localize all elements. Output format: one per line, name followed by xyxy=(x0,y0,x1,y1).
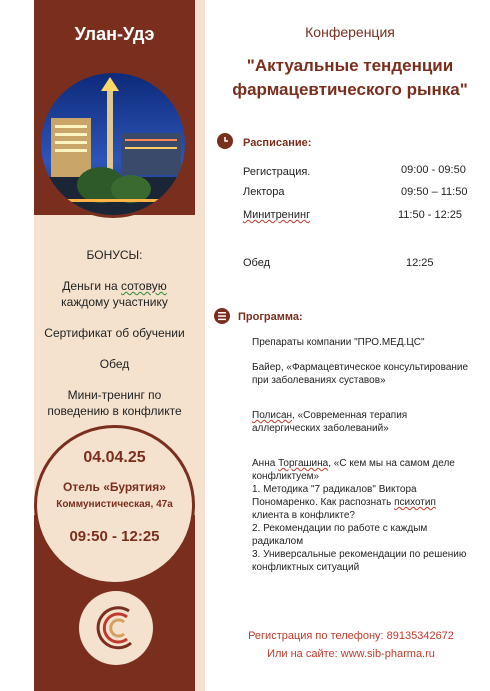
title-line: фармацевтического рынка" xyxy=(232,80,468,99)
schedule-item-name: Обед xyxy=(243,257,271,269)
bonus-block xyxy=(34,248,195,434)
program-item xyxy=(252,336,474,349)
program-text: Препараты компании "ПРО.МЕД.ЦС" xyxy=(252,337,425,348)
event-date: 04.04.25 xyxy=(83,449,146,466)
schedule-item-name: Лектора xyxy=(243,186,285,198)
bonus-text: Сертификат об обучении xyxy=(44,326,185,340)
bonus-text: сотовую xyxy=(121,279,167,293)
bonus-item xyxy=(34,387,195,419)
conference-title xyxy=(210,54,490,102)
list-icon xyxy=(214,308,230,324)
schedule-item-name: Минитренинг xyxy=(243,209,311,221)
program-text: 2. Рекомендации по работе с каждым радикалом xyxy=(252,523,428,547)
program-text: 1. Методика "7 радикалов" Виктора Пономаренко. Как распознать xyxy=(252,484,417,508)
bonus-text: Обед xyxy=(99,357,130,371)
conference-label: Конференция xyxy=(305,24,395,40)
clock-icon xyxy=(217,133,233,149)
schedule-item-time: 09:50 – 11:50 xyxy=(401,186,468,198)
bonus-item xyxy=(34,278,195,310)
bonus-text: поведению в конфликте xyxy=(47,404,182,418)
schedule-item-time: 12:25 xyxy=(406,257,434,269)
event-address: Коммунистическая, 47а xyxy=(56,499,173,510)
program-text: , «Современная терапия аллергических заболеваний» xyxy=(252,410,408,434)
logo-icon xyxy=(91,603,141,653)
schedule-item-name: Регистрация. xyxy=(243,166,311,178)
bonus-item xyxy=(34,356,195,372)
edge-stripe xyxy=(195,0,205,691)
city-title: Улан-Удэ xyxy=(74,24,155,44)
program-text: клиента в конфликте? xyxy=(252,510,355,521)
program-list xyxy=(252,336,474,585)
title-line: "Актуальные тенденции xyxy=(246,56,454,75)
event-details xyxy=(34,425,195,585)
program-text: Анна xyxy=(252,458,279,469)
bonus-text: Деньги на xyxy=(62,279,122,293)
city-photo xyxy=(38,70,188,218)
bonus-item xyxy=(34,325,195,341)
program-text: Полисан xyxy=(252,410,293,421)
company-logo xyxy=(79,591,153,665)
event-hotel: Отель «Бурятия» xyxy=(63,480,166,494)
program-item xyxy=(252,409,474,435)
program-text: Байер, «Фармацевтическое консультирование при заболеваниях суставов» xyxy=(252,362,469,386)
program-text: Торгашина xyxy=(278,458,329,469)
schedule-label: Расписание: xyxy=(243,137,312,149)
bonus-text: Мини-тренинг по xyxy=(67,388,162,402)
program-text: , «С кем мы на самом деле конфликтуем» xyxy=(252,458,455,482)
program-item xyxy=(252,361,474,387)
schedule-item-time: 09:00 - 09:50 xyxy=(401,164,466,176)
program-text: 3. Универсальные рекомендации по решению конфликтных ситуаций xyxy=(252,549,467,573)
bonus-title: БОНУСЫ: xyxy=(86,248,143,262)
registration-site[interactable]: Или на сайте: www.sib-pharma.ru xyxy=(267,648,435,660)
bonus-text: каждому участнику xyxy=(61,295,168,309)
schedule-item-time: 11:50 - 12:25 xyxy=(398,209,463,221)
registration-phone: Регистрация по телефону: 89135342672 xyxy=(248,630,454,642)
program-label: Программа: xyxy=(238,311,303,323)
program-text: психотип xyxy=(394,497,436,508)
event-time: 09:50 - 12:25 xyxy=(69,528,160,545)
program-item xyxy=(252,457,474,574)
